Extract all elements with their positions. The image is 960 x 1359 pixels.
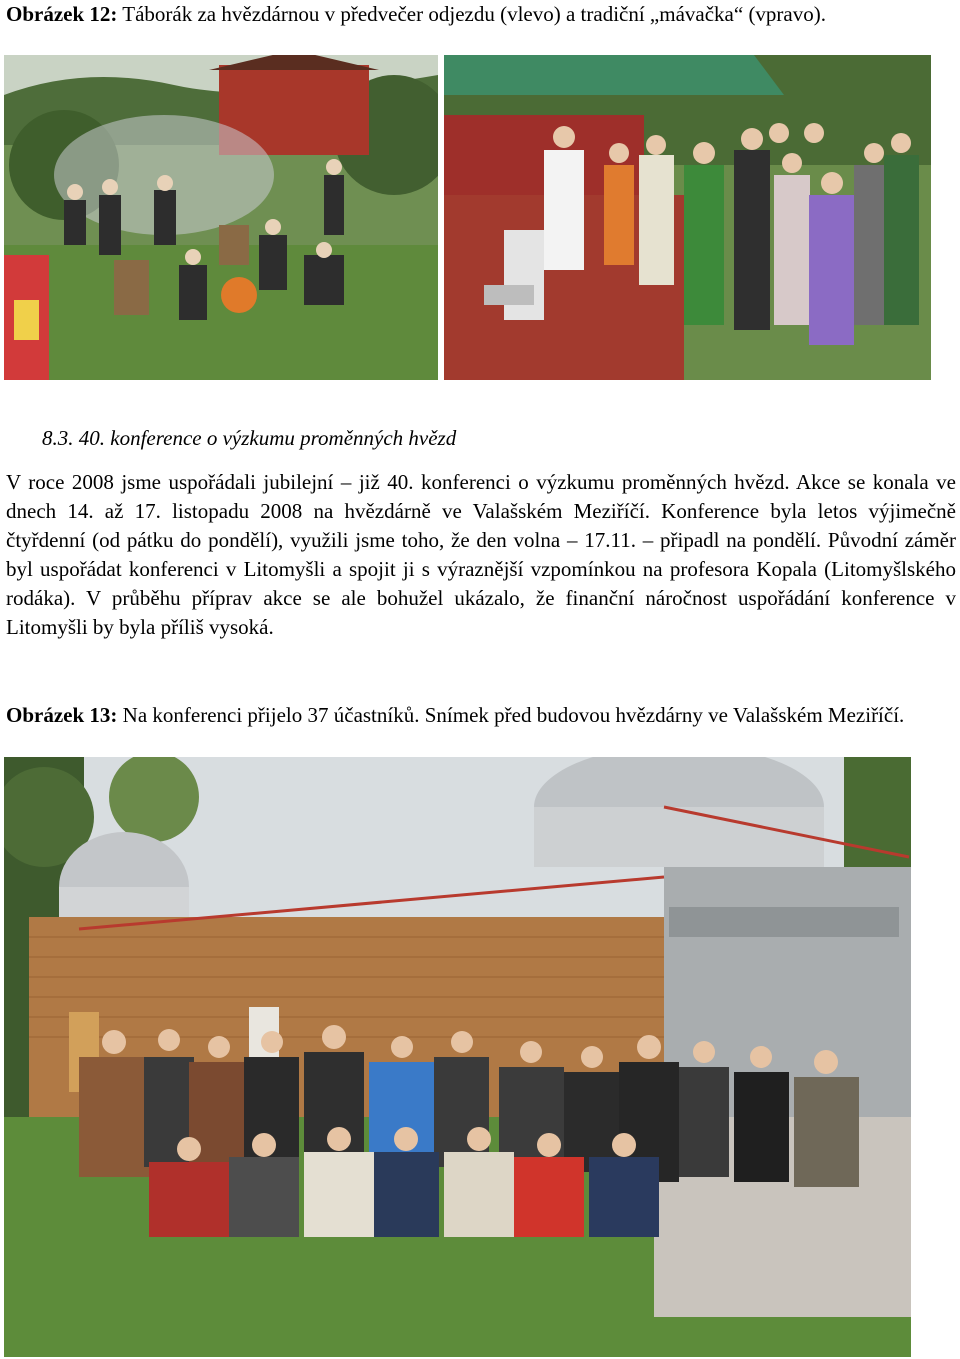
waving-group-photo [444,55,931,380]
figure-12-label: Obrázek 12: [6,2,118,26]
section-heading: 8.3. 40. konference o výzkumu proměnných hvězd [42,426,457,450]
campfire-photo [4,55,438,380]
figure-13-label: Obrázek 13: [6,703,118,727]
figure-12-caption [6,0,906,29]
observatory-group-photo [4,757,911,1357]
section-paragraph: V roce 2008 jsme uspořádali jubilejní – již 40. konferenci o výzkumu proměnných hvězd. Akce se konala ve dnech 14. až 17. listopadu 2008 na hvězdárně ve Valašském Meziříčí. Konference byla letos výjimečně čtyřdenní (od pátku do pondělí), využili jsme toho, že den volna – 17.11. – připadl na pondělí. Původní záměr byl uspořádat konferenci v Litomyšli a spojit ji s výraznější vzpomínkou na profesora Kopala (Litomyšlského rodáka). V průběhu příprav akce se ale bohužel ukázalo, že finanční náročnost uspořádání konference v Litomyšli by byla příliš vysoká. [6,470,956,639]
figure-13-text: Na konferenci přijelo 37 účastníků. Snímek před budovou hvězdárny ve Valašském Meziříčí. [117,703,905,727]
figure-12-text: Táborák za hvězdárnou v předvečer odjezdu (vlevo) a tradiční „mávačka“ (vpravo). [117,2,826,26]
figure-13-caption [6,701,906,730]
